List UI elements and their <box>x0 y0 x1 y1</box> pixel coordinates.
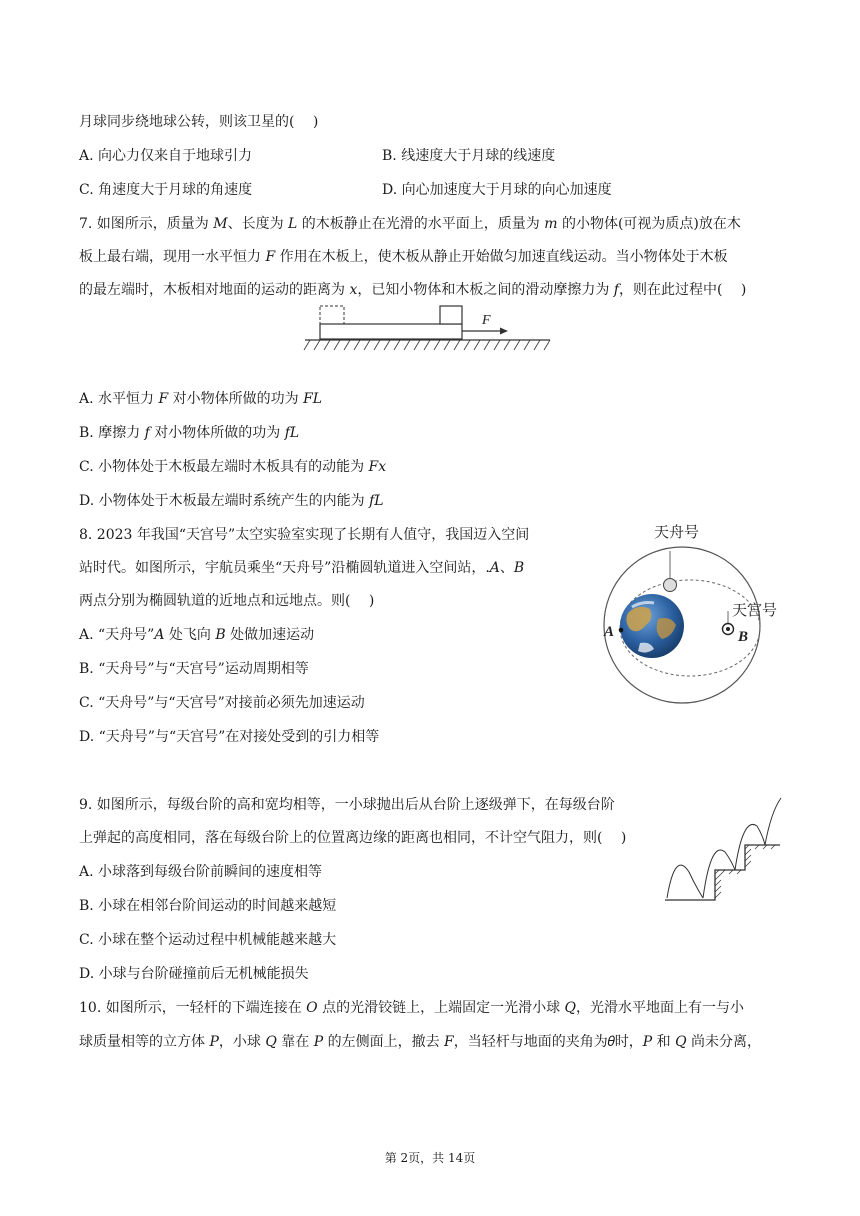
q7-option-c: C. 小物体处于木板最左端时木板具有的动能为 𝐹𝑥 <box>79 459 387 475</box>
q9-ball-trajectory-1 <box>667 865 703 898</box>
q8-option-b: B. “天舟号”与“天宫号”运动周期相等 <box>79 661 309 677</box>
q8-tianzhou-marker <box>664 579 677 592</box>
q8-stem-line-1: 8. 2023 年我国“天宫号”太空实验室实现了长期有人值守，我国迈入空间 <box>79 527 530 543</box>
q9-option-d: D. 小球与台阶碰撞前后无机械能损失 <box>79 966 309 982</box>
q9-ball-trajectory-4 <box>765 798 781 845</box>
q8-point-a-label: A <box>604 624 615 640</box>
q7-initial-block-position <box>320 306 344 324</box>
q9-option-a: A. 小球落到每级台阶前瞬间的速度相等 <box>79 864 323 880</box>
q8-option-d: D. “天舟号”与“天宫号”在对接处受到的引力相等 <box>79 729 380 745</box>
q6-option-a: A. 向心力仅来自于地球引力 <box>79 148 253 164</box>
q7-force-label: F <box>482 313 491 328</box>
q8-option-c: C. “天舟号”与“天宫号”对接前必须先加速运动 <box>79 695 365 711</box>
q8-orbit-figure <box>580 515 790 715</box>
q7-small-block <box>440 306 462 324</box>
q7-option-a: A. 水平恒力 𝐹 对小物体所做的功为 𝐹𝐿 <box>79 391 323 407</box>
earth-icon <box>620 594 684 658</box>
q9-stairs-figure <box>655 790 785 905</box>
q7-ground-hatching <box>304 340 550 350</box>
q8-stem-line-3: 两点分别为椭圆轨道的近地点和远地点。则( ) <box>79 593 375 609</box>
q7-stem-line-1: 7. 如图所示，质量为 𝑀、长度为 𝐿 的木板静止在光滑的水平面上，质量为 𝑚 的小物体(可视为质点)放在木 <box>79 216 741 232</box>
q7-board-figure <box>300 300 560 352</box>
q7-stem-line-2: 板上最右端，现用一水平恒力 𝐹 作用在木板上，使木板从静止开始做匀加速直线运动。当小物体处于木板 <box>79 249 728 265</box>
q8-point-b-label: B <box>738 629 749 645</box>
q9-stem-line-2: 上弹起的高度相同，落在每级台阶上的位置离边缘的距离也相同，不计空气阻力，则( ) <box>79 830 627 846</box>
q7-option-b: B. 摩擦力 𝑓 对小物体所做的功为 𝑓𝐿 <box>79 425 300 441</box>
q8-stem-line-2: 站时代。如图所示，宇航员乘坐“天舟号”沿椭圆轨道进入空间站，.𝐴、𝐵 <box>79 560 525 576</box>
q6-stem-continuation: 月球同步绕地球公转，则该卫星的( ) <box>79 114 319 130</box>
q8-option-a: A. “天舟号”𝐴 处飞向 𝐵 处做加速运动 <box>79 627 315 643</box>
q9-ball-trajectory-2 <box>703 850 735 898</box>
q6-option-b: B. 线速度大于月球的线速度 <box>382 148 556 164</box>
q6-option-c: C. 角速度大于月球的角速度 <box>79 182 253 198</box>
q7-stem-line-3: 的最左端时，木板相对地面的运动的距离为 𝑥，已知小物体和木板之间的滑动摩擦力为 𝑓，则在此过程中( ) <box>79 282 747 298</box>
q8-tianzhou-label: 天舟号 <box>654 525 700 541</box>
page-footer: 第 2页，共 14页 <box>384 1151 476 1165</box>
q8-point-a-marker <box>619 628 624 633</box>
q9-option-c: C. 小球在整个运动过程中机械能越来越大 <box>79 932 337 948</box>
q10-stem-line-2: 球质量相等的立方体 𝑃，小球 𝑄 靠在 𝑃 的左侧面上，撤去 𝐹，当轻杆与地面的夹角为𝜃时，𝑃 和 𝑄 尚未分离， <box>79 1034 762 1050</box>
q7-board <box>320 324 462 339</box>
q8-tiangong-label: 天宫号 <box>732 603 778 619</box>
q6-option-d: D. 向心加速度大于月球的向心加速度 <box>382 182 612 198</box>
q9-stem-line-1: 9. 如图所示，每级台阶的高和宽均相等，一小球抛出后从台阶上逐级弹下，在每级台阶 <box>79 797 615 813</box>
q9-ball-trajectory-3 <box>735 824 765 870</box>
q9-option-b: B. 小球在相邻台阶间运动的时间越来越短 <box>79 898 337 914</box>
q7-option-d: D. 小物体处于木板最左端时系统产生的内能为 𝑓𝐿 <box>79 493 384 509</box>
q10-stem-line-1: 10. 如图所示，一轻杆的下端连接在 𝑂 点的光滑铰链上，上端固定一光滑小球 𝑄，光滑水平地面上有一与小 <box>79 1000 745 1016</box>
